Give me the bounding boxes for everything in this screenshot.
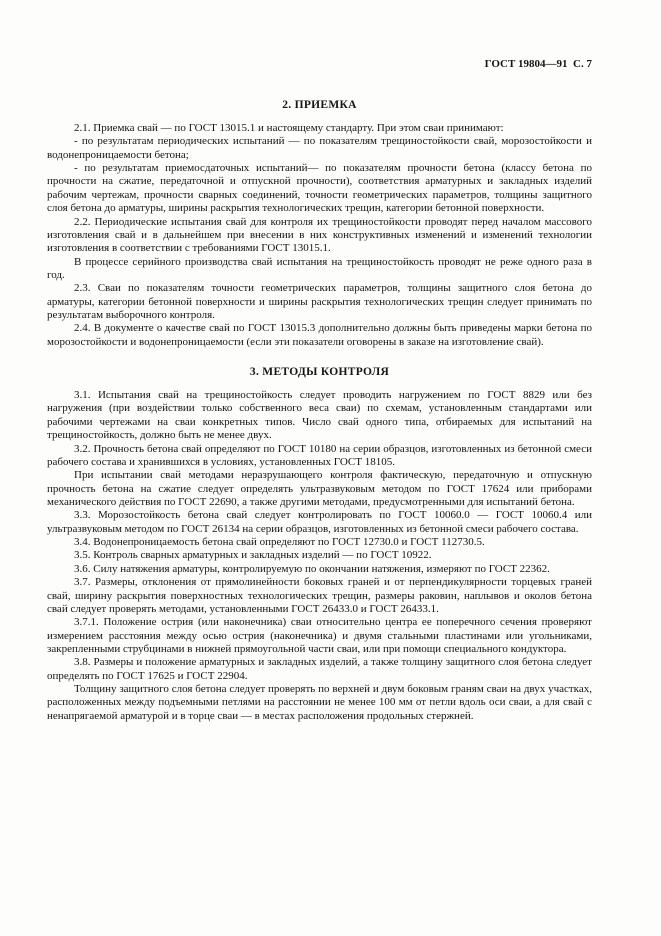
paragraph: При испытании свай методами неразрушающего контроля фактическую, передаточную и отпускную прочность бетона на сжатие следует определять ультразвуковым методом по ГОСТ 17624 или приборами механического действия по ГОСТ 22690, а также другими методами, предусмотренными для испытаний бетона. <box>47 469 592 508</box>
paragraph: 2.1. Приемка свай — по ГОСТ 13015.1 и настоящему стандарту. При этом сваи принимают: <box>74 122 504 134</box>
paragraph: 3.6. Силу натяжения арматуры, контролируемую по окончании натяжения, измеряют по ГОСТ 22362. <box>74 562 550 575</box>
paragraph: 3.4. Водонепроницаемость бетона свай определяют по ГОСТ 12730.0 и ГОСТ 112730.5. <box>74 536 485 549</box>
paragraph: 3.7.1. Положение острия (или наконечника) сваи относительно центра ее поперечного сечения проверяют измерением расстояния между осью острия (наконечника) и двумя стальными пластинами или угольниками, закрепленными струбцинами в нижней прямоугольной части сваи, или при помощи специального кондуктора. <box>47 616 592 655</box>
paragraph: 2.2. Периодические испытания свай для контроля их трещиностойкости проводят перед началом массового изготовления свай и в дальнейшем при внесении в них конструктивных изменений и изменений технологии изготовления в соответствии с требованиями ГОСТ 13015.1. <box>47 215 592 255</box>
doc-page-ref: ГОСТ 19804—91 С. 7 <box>484 58 592 70</box>
paragraph: 3.8. Размеры и положение арматурных и закладных изделий, а также толщину защитного слоя бетона следует определять по ГОСТ 17625 и ГОСТ 22904. <box>47 656 592 682</box>
paragraph: 3.5. Контроль сварных арматурных и закладных изделий — по ГОСТ 10922. <box>74 549 432 562</box>
paragraph: 3.2. Прочность бетона свай определяют по ГОСТ 10180 на серии образцов, изготовленных из бетонной смеси рабочего состава и хранившихся в условиях, установленных ГОСТ 18105. <box>47 442 592 468</box>
paragraph: 3.3. Морозостойкость бетона свай следует контролировать по ГОСТ 10060.0 — ГОСТ 10060.4 или ультразвуковым методом по ГОСТ 26134 на серии образцов, изготовленных из бетонной смеси рабочего состава. <box>47 509 592 535</box>
page-header <box>47 46 592 82</box>
paragraph: 2.4. В документе о качестве свай по ГОСТ 13015.3 дополнительно должны быть приведены марки бетона по морозостойкости и водонепроницаемости (если эти показатели оговорены в заказе на изготовление свай). <box>47 322 592 348</box>
list-item: - по результатам приемосдаточных испытаний— по показателям прочности бетона (классу бетона по прочности на сжатие, передаточной и отпускной прочности), соответствия арматурных и закладных изделий рабочим чертежам, прочности сварных соединений, точности геометрических параметров, толщины защитного слоя бетона до арматуры, ширины раскрытия технологических трещин, категории бетонной поверхности. <box>47 162 592 215</box>
section-acceptance <box>47 99 592 349</box>
paragraph: 2.3. Сваи по показателям точности геометрических параметров, толщины защитного слоя бетона до арматуры, категории бетонной поверхности и ширины раскрытия технологических трещин следует принимать по результатам выборочного контроля. <box>47 282 592 322</box>
paragraph: В процессе серийного производства свай испытания на трещиностойкость проводят не реже одного раза в год. <box>47 255 592 281</box>
section-control-methods <box>47 366 592 723</box>
paragraph: 3.7. Размеры, отклонения от прямолинейности боковых граней и от перпендикулярности торцевых граней свай, ширину раскрытия поверхностных технологических трещин, размеры раковин, наплывов и околов бетона свай следует проверять методами, установленными ГОСТ 26433.0 и ГОСТ 26433.1. <box>47 576 592 615</box>
paragraph: 3.1. Испытания свай на трещиностойкость следует проводить нагружением по ГОСТ 8829 или без нагружения (при воздействии только собственного веса сваи) по схемам, установленным стандартами или рабочими чертежами на сваи конкретных типов. Число свай одного типа, отбираемых для испытаний на трещиностойкость, должно быть не менее двух. <box>47 389 592 442</box>
section-heading: 3. МЕТОДЫ КОНТРОЛЯ <box>249 366 390 379</box>
list-item: - по результатам периодических испытаний — по показателям трещиностойкости свай, морозостойкости и водонепроницаемости бетона; <box>47 135 592 161</box>
paragraph: Толщину защитного слоя бетона следует проверять по верхней и двум боковым граням сваи на двух участках, расположенных между подъемными петлями на расстоянии не менее 100 мм от петли вдоль оси сваи, а для свай с ненапрягаемой арматурой и в торце сваи — в местах расположения продольных стержней. <box>47 683 592 722</box>
section-heading: 2. ПРИЕМКА <box>282 99 357 111</box>
